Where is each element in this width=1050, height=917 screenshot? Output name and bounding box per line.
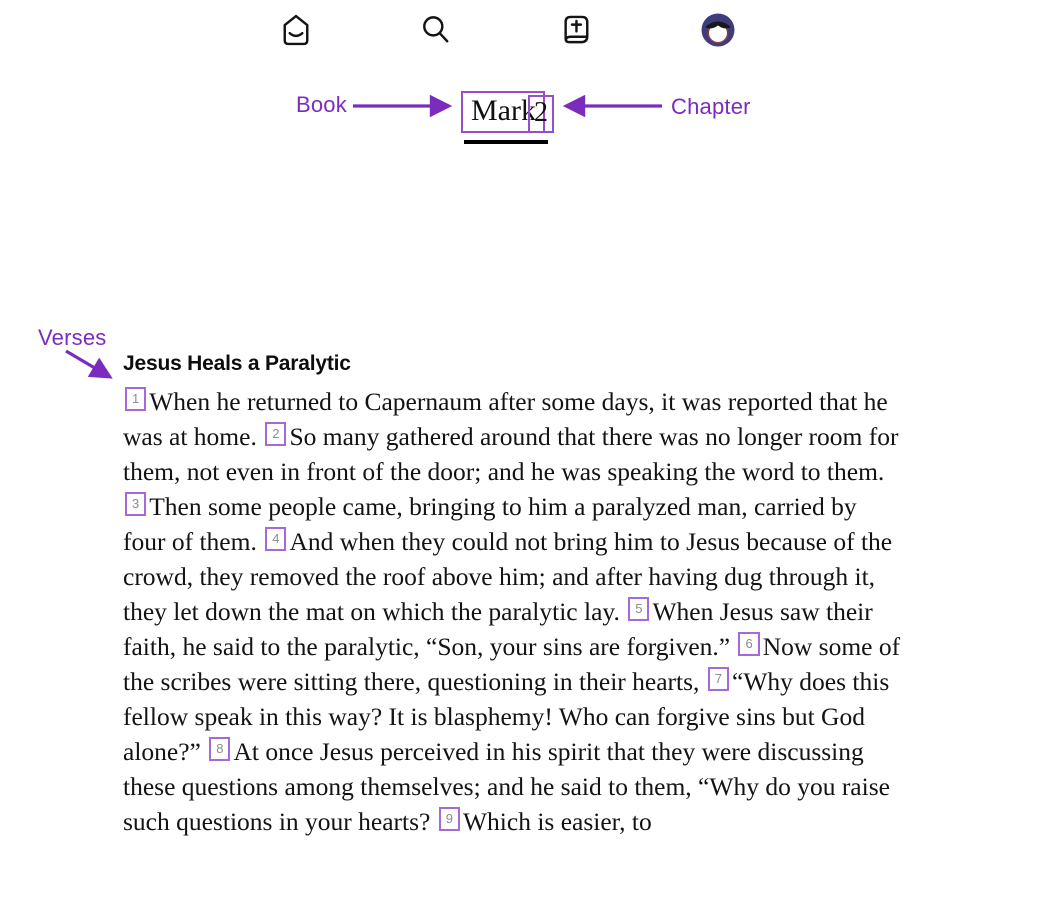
verse-paragraph — [123, 384, 901, 839]
avatar-image — [700, 12, 736, 48]
verse-number-box: 6 — [738, 632, 759, 656]
book-selector[interactable]: Mark — [461, 91, 545, 133]
home-button[interactable] — [276, 10, 316, 50]
bible-book-icon — [558, 12, 594, 48]
passage-heading: Jesus Heals a Paralytic — [123, 352, 351, 375]
verse-text: Which is easier, to — [462, 807, 652, 836]
bible-button[interactable] — [556, 10, 596, 50]
verse-text: Now some of the scribes were sitting there, questioning in their hearts, — [123, 632, 901, 696]
chapter-selector[interactable]: 2 — [528, 95, 554, 133]
verse-text: So many gathered around that there was no longer room for them, not even in front of the door; and he was speaking the word to them. — [123, 422, 899, 486]
verse-number-box: 5 — [628, 597, 649, 621]
verse-number-box: 1 — [125, 387, 146, 411]
verse-number-box: 9 — [439, 807, 460, 831]
home-icon — [278, 12, 314, 48]
verse-number-box: 4 — [265, 527, 286, 551]
reference-underline — [464, 140, 548, 144]
search-button[interactable] — [416, 10, 456, 50]
profile-avatar[interactable] — [698, 10, 738, 50]
verse-text: At once Jesus perceived in his spirit that they were discussing these questions among themselves; and he said to them, “Why do you raise such questions in your hearts? — [123, 737, 890, 836]
verses-arrow — [66, 351, 110, 377]
verse-text: “Why does this fellow speak in this way? It is blasphemy! Who can forgive sins but God alone?” — [123, 667, 890, 766]
verse-number-box: 8 — [209, 737, 230, 761]
verse-number-box: 3 — [125, 492, 146, 516]
verse-number-box: 2 — [265, 422, 286, 446]
verses-callout-label: Verses — [38, 325, 107, 350]
chapter-callout-label: Chapter — [671, 94, 751, 119]
verse-number-box: 7 — [708, 667, 729, 691]
verse-text: Then some people came, bringing to him a paralyzed man, carried by four of them. — [123, 492, 857, 556]
book-callout-label: Book — [296, 92, 347, 117]
verse-text: When Jesus saw their faith, he said to the paralytic, “Son, your sins are forgiven.” — [123, 597, 873, 661]
verse-text: And when they could not bring him to Jesus because of the crowd, they removed the roof above him; and after having dug through it, they let down the mat on which the paralytic lay. — [123, 527, 893, 626]
reference-selector — [0, 88, 1050, 148]
verse-text: When he returned to Capernaum after some days, it was reported that he was at home. — [123, 387, 888, 451]
search-icon — [418, 12, 454, 48]
